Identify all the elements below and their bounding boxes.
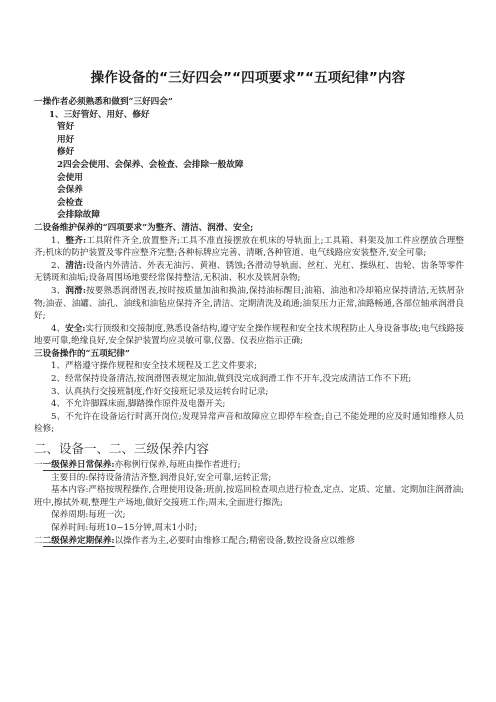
- level-number: 一: [34, 460, 43, 471]
- paragraph-text: 工具附件齐全,放置整齐;工具不准直接摆放在机床的导轨面上;工具箱、料架及加工件应摆放合理整齐;机床的防护装置及零件应整齐完整;各种标牌应完善、清晰,各种管道、电气线路应安装整齐,安全可靠;: [34, 235, 464, 259]
- paragraph-number: 3、: [51, 285, 66, 296]
- list-item: 会检查: [57, 197, 83, 208]
- discipline-item: 1、严格遵守操作规程和安全技术规程及工艺文件要求;: [51, 361, 258, 372]
- document-title: 操作设备的“三好四会”“四项要求”“五项纪律”内容: [90, 70, 406, 86]
- discipline-item: 2、经常保持设备清洁,按润滑图表规定加油,做到没完成润滑工作不开车,没完成清洁工作不下班;: [51, 374, 412, 385]
- requirement-paragraph-tidy: [34, 235, 464, 260]
- paragraph-keyword: 整齐:: [65, 235, 87, 246]
- requirement-paragraph-safety: [34, 323, 464, 348]
- level-text: 以操作者为主,必要时由维修工配合;精密设备,数控设备应以维修: [114, 535, 355, 546]
- list-item: 会使用: [57, 172, 83, 183]
- level-text: 亦称例行保养,每班由操作者进行;: [114, 460, 241, 471]
- list-item: 修好: [57, 147, 75, 158]
- list-item: 会排除故障: [57, 210, 100, 221]
- maintenance-cycle: 保养周期:每班一次;: [51, 510, 126, 521]
- maintenance-levels-heading: 二、设备一、二、三级保养内容: [34, 441, 210, 457]
- discipline-item: 3、认真执行交接班制度,作好交接班记录及运转台时记录;: [51, 386, 269, 397]
- level-one-maintenance-line: [34, 459, 464, 472]
- paragraph-keyword: 安全:: [65, 323, 86, 334]
- level-keyword: 二级保养定期保养:: [42, 535, 115, 546]
- paragraph-number: 2、: [51, 260, 66, 271]
- paragraph-number: 4、: [51, 323, 66, 334]
- maintenance-content: 基本内容:严格按规程操作,合理使用设备;班前,按巡回检查项点进行检查,定点、定质、定量、定期加注润滑油;班中,擦拭外观,整理生产场地,做好交接班工作;周末,全面进行擦洗;: [34, 485, 464, 508]
- level-keyword: 一级保养日常保养:: [42, 460, 115, 471]
- level-two-maintenance-line: [34, 535, 464, 548]
- list-item: 会保养: [57, 185, 83, 196]
- paragraph-number: 1、: [51, 235, 66, 246]
- section-five-disciplines-heading: 三设备操作的“五项纪律”: [34, 348, 130, 359]
- three-good-subheading: 1、三好管好、用好、修好: [49, 109, 150, 120]
- maintenance-time: 保养时间:每班10~15分钟,周末1小时;: [51, 523, 198, 533]
- section-four-requirements-heading: 二设备维护保养的“四项要求”为整齐、清洁、润滑、安全;: [34, 222, 254, 233]
- paragraph-text: 设备内外清洁、外表无油污、黄袍、锈蚀;各滑动导轨面、丝杠、光杠、操纵杠、齿轮、齿条等零件无锈斑和油垢;设备周围场地要经常保持整洁,无积油、积水及铁屑杂物;: [34, 260, 464, 284]
- requirement-paragraph-clean: [34, 260, 464, 285]
- list-item: 管好: [57, 122, 75, 133]
- discipline-item: 5、不允许在设备运行时离开岗位;发现异常声音和故障应立即停车检查;自己不能处理的应及时通知维修人员检修;: [34, 411, 464, 435]
- four-can-subheading: 2四会会使用、会保养、会检查、会排除一般故障: [57, 159, 244, 170]
- paragraph-keyword: 润滑:: [65, 285, 86, 296]
- maintenance-purpose: 主要目的:保持设备清洁齐整,润滑良好,安全可靠,运转正常;: [51, 472, 272, 483]
- paragraph-keyword: 清洁:: [65, 260, 86, 271]
- requirement-paragraph-lubricate: [34, 285, 464, 323]
- discipline-item: 4、不允许脚踩床面,脚踏操作原件及电器开关;: [51, 399, 226, 410]
- paragraph-text: 实行顶级和交接制度,熟悉设备结构,遵守安全操作规程和安全技术规程防止人身设备事故;电气线路接地要可靠,绝缘良好,安全保护装置均应灵敏可靠,仪器、仪表应指示正确;: [34, 323, 464, 347]
- section-three-good-four-can-heading: 一操作者必须熟悉和做到“三好四会”: [34, 97, 173, 107]
- paragraph-text: 按要熟悉润滑图表,按时按质量加油和换油,保持油标醒目;油箱、油池和冷却箱应保持清洁,无铁屑杂物;油壶、油罐、油孔、油线和油毡应保持齐全,清洁、定期清洗及疏通;油泵压力正常,油路畅通,各部位轴承润滑良好;: [34, 285, 464, 322]
- level-number: 二: [34, 535, 43, 546]
- document-body: [34, 96, 464, 547]
- list-item: 用好: [57, 134, 75, 145]
